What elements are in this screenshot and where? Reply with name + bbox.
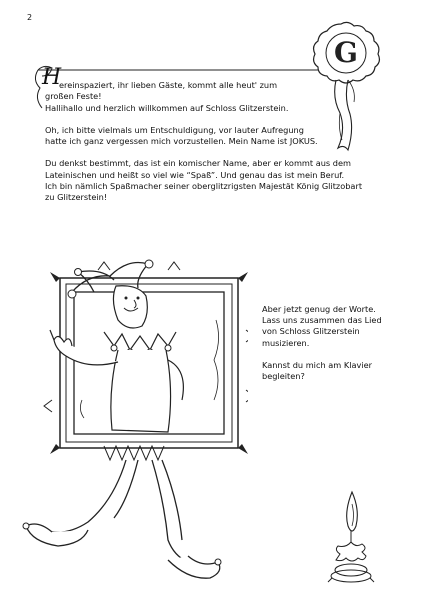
page-number: 2 [27, 13, 33, 22]
s1-line-2: Lass uns zusammen das Lied [262, 315, 382, 326]
s1-line-4: musizieren. [262, 337, 310, 348]
p1-line-3: Hallihallo und herzlich willkommen auf Schloss Glitzerstein. [45, 102, 289, 113]
p3-line-1: Du denkst bestimmt, das ist ein komischer Name, aber er kommt aus dem [45, 158, 351, 169]
s1-line-1: Aber jetzt genug der Worte. [262, 304, 376, 314]
paragraph-3 [45, 158, 380, 203]
s1-line-3: von Schloss Glitzerstein [262, 326, 360, 337]
s2-line-2: begleiten? [262, 371, 305, 382]
p3-line-4: zu Glitzerstein! [45, 192, 108, 203]
jester-illustration [18, 250, 248, 590]
paragraph-1 [45, 80, 380, 114]
p1-line-1: ereinspaziert, ihr lieben Gäste, kommt alle heut' zum [59, 80, 278, 90]
p2-line-2: hatte ich ganz vergessen mich vorzustellen. Mein Name ist JOKUS. [45, 136, 318, 147]
p3-line-2: Lateinischen und heißt so viel wie “Spaß”. Und genau das ist mein Beruf. [45, 169, 345, 180]
candle-icon [326, 490, 376, 585]
p1-line-2: großen Feste! [45, 91, 102, 102]
seal-letter: G [334, 36, 358, 69]
paragraph-2 [45, 125, 380, 148]
p3-line-3: Ich bin nämlich Spaßmacher seiner oberglitzrigsten Majestät König Glitzobart [45, 181, 363, 192]
intro-text [42, 65, 380, 215]
side-paragraph-1 [262, 304, 402, 349]
s2-line-1: Kannst du mich am Klavier [262, 359, 373, 370]
p2-line-1: Oh, ich bitte vielmals um Entschuldigung, vor lauter Aufregung [45, 124, 304, 135]
side-text [262, 304, 402, 393]
dropcap-letter: H [42, 65, 62, 90]
side-paragraph-2 [262, 360, 402, 382]
